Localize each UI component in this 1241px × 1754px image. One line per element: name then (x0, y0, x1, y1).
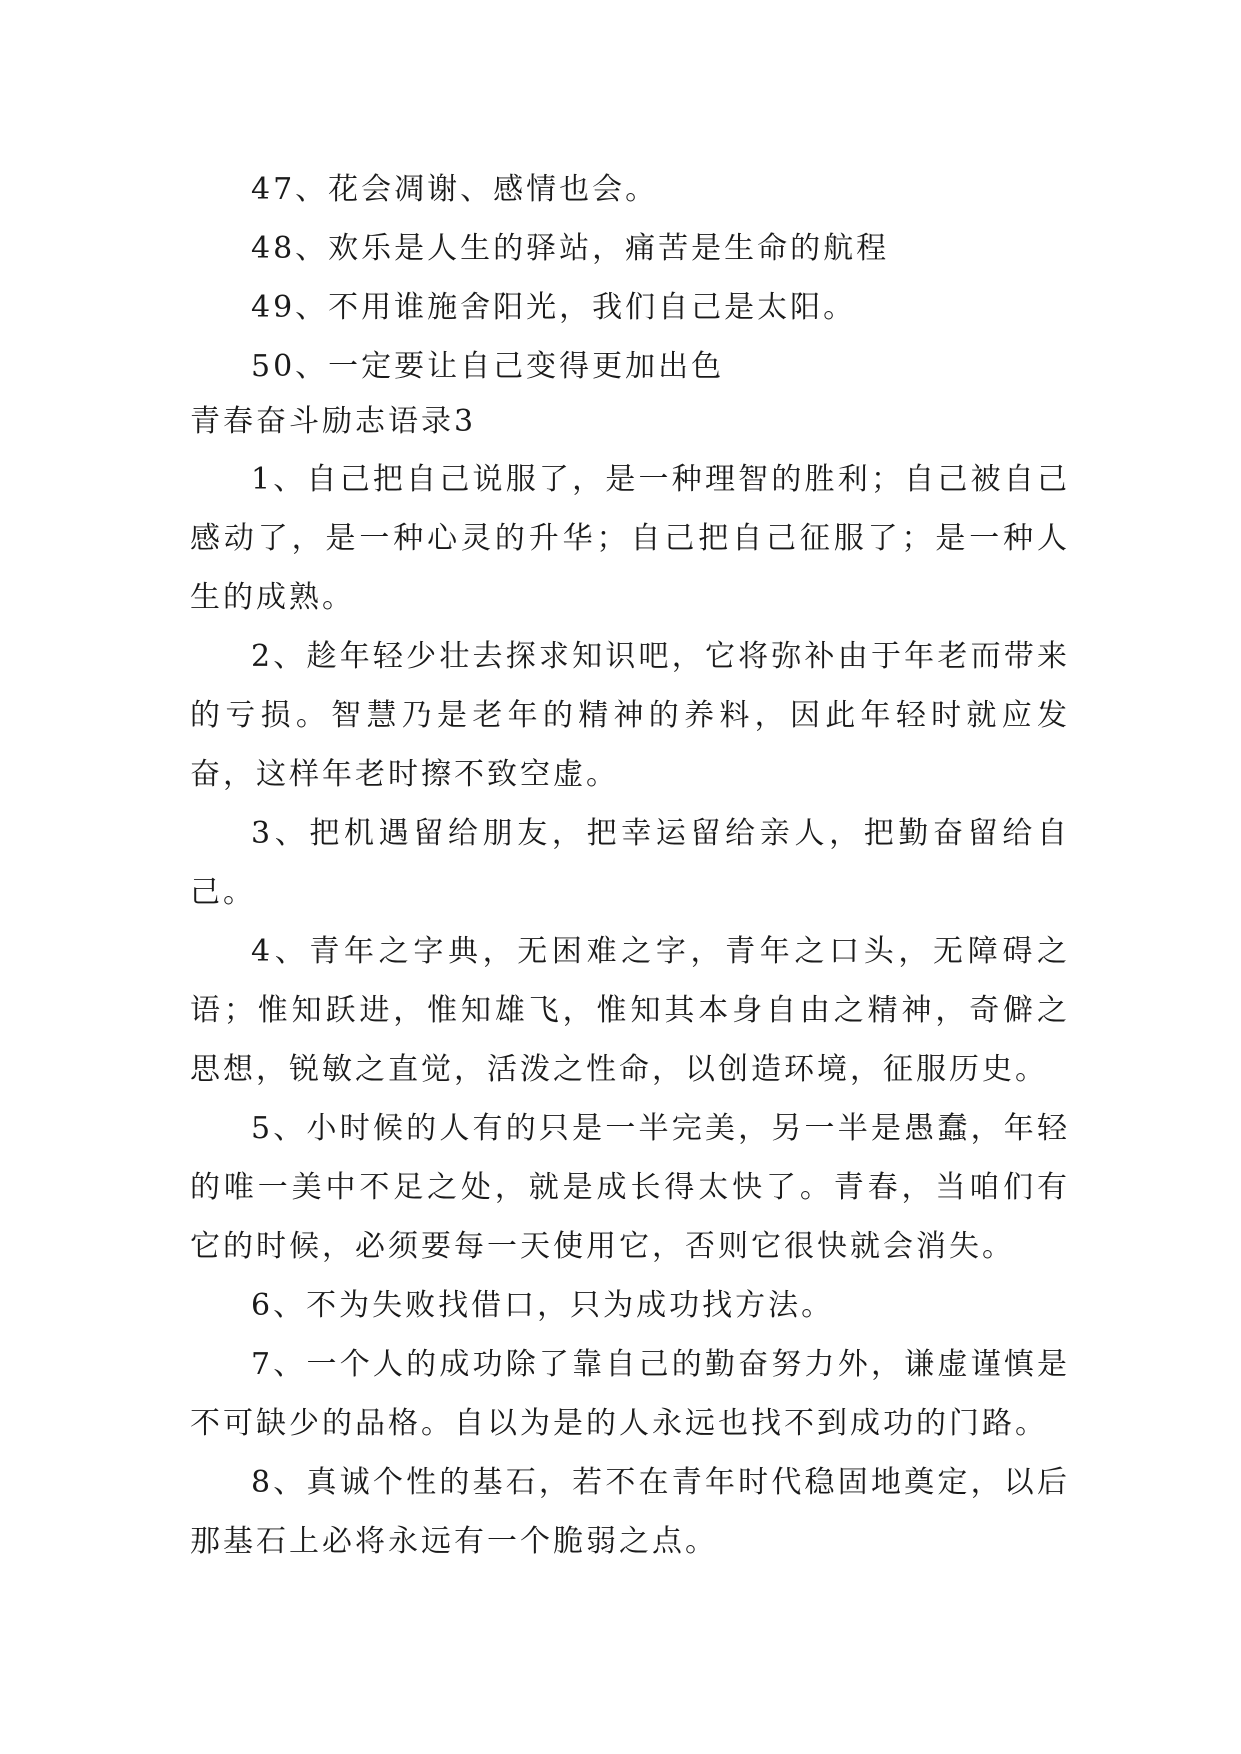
quote-item-8: 8、真诚个性的基石，若不在青年时代稳固地奠定，以后那基石上必将永远有一个脆弱之点。 (190, 1465, 1070, 1559)
quote-item-7: 7、一个人的成功除了靠自己的勤奋努力外，谦虚谨慎是不可缺少的品格。自以为是的人永远也找不到成功的门路。 (190, 1347, 1070, 1441)
quote-item-1: 1、自己把自己说服了，是一种理智的胜利；自己被自己感动了，是一种心灵的升华；自己把自己征服了；是一种人生的成熟。 (190, 462, 1070, 615)
quote-item-47: 47、花会凋谢、感情也会。 (251, 172, 659, 207)
quote-item-48: 48、欢乐是人生的驿站，痛苦是生命的航程 (251, 231, 890, 266)
document-body (190, 160, 1070, 1571)
quote-item-2: 2、趁年轻少壮去探求知识吧，它将弥补由于年老而带来的亏损。智慧乃是老年的精神的养料，因此年轻时就应发奋，这样年老时擦不致空虚。 (190, 639, 1070, 792)
quote-item-49: 49、不用谁施舍阳光，我们自己是太阳。 (251, 290, 857, 325)
quote-item-6: 6、不为失败找借口，只为成功找方法。 (251, 1288, 835, 1323)
quote-item-50: 50、一定要让自己变得更加出色 (251, 349, 725, 384)
section-heading: 青春奋斗励志语录3 (190, 404, 477, 439)
quote-item-4: 4、青年之字典，无困难之字，青年之口头，无障碍之语；惟知跃进，惟知雄飞，惟知其本身自由之精神，奇僻之思想，锐敏之直觉，活泼之性命，以创造环境，征服历史。 (190, 934, 1070, 1087)
section-quote-list (190, 450, 1070, 1571)
quote-item-3: 3、把机遇留给朋友，把幸运留给亲人，把勤奋留给自己。 (190, 816, 1070, 910)
quote-item-5: 5、小时候的人有的只是一半完美，另一半是愚蠢，年轻的唯一美中不足之处，就是成长得太快了。青春，当咱们有它的时候，必须要每一天使用它，否则它很快就会消失。 (190, 1111, 1070, 1264)
